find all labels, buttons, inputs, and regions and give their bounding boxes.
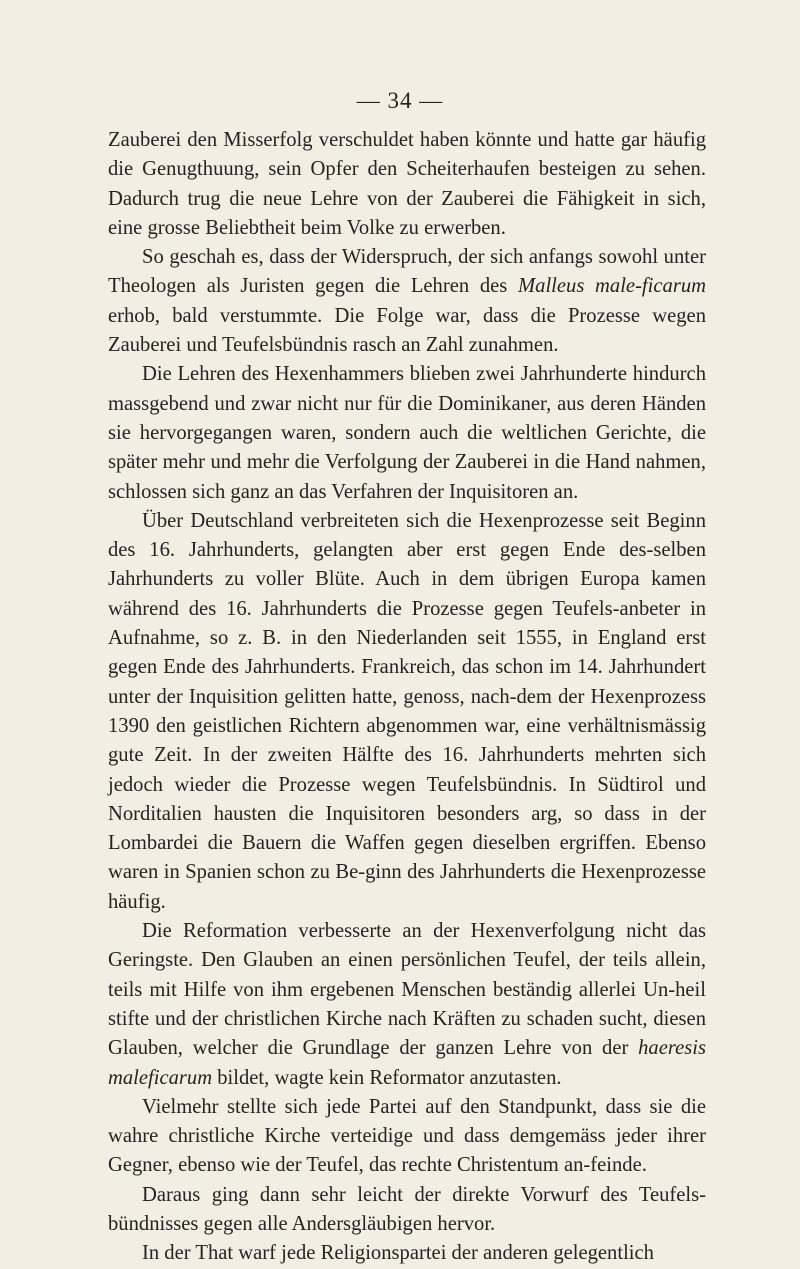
text-run: Die Reformation verbesserte an der Hexenverfolgung nicht das Geringste. Den Glauben an einen persönlichen Teufel, der teils allein, teils mit Hilfe von ihm ergebenen Menschen beständig allerlei Un-heil stifte und der christlichen Kirche nach Kräften zu schaden sucht, diesen Glauben, welcher die Grundlage der ganzen Lehre von der bbox=[108, 920, 706, 1060]
italic-title-malleus: Malleus male-ficarum bbox=[518, 275, 706, 298]
paragraph-continuation bbox=[108, 126, 706, 243]
text-run: Daraus ging dann sehr leicht der direkte Vorwurf des Teufels-bündnisses gegen alle Andersgläubigen hervor. bbox=[108, 1183, 706, 1235]
paragraph-malleus bbox=[108, 243, 706, 360]
text-run: In der That warf jede Religionspartei der anderen gelegentlich bbox=[142, 1242, 654, 1265]
body-text bbox=[108, 126, 706, 1269]
paragraph-europe bbox=[108, 507, 706, 917]
text-run: Zauberei den Misserfolg verschuldet haben könnte und hatte gar häufig die Genugthuung, sein Opfer den Scheiterhaufen besteigen zu sehen. Dadurch trug die neue Lehre von der Zauberei die Fähigkeit in sich, eine grosse Beliebtheit beim Volke zu erwerben. bbox=[108, 129, 706, 239]
paragraph-final bbox=[108, 1239, 706, 1268]
text-run: So geschah es, dass der Widerspruch, der sich anfangs sowohl unter Theologen als Juristen gegen die Lehren des bbox=[108, 246, 706, 298]
paragraph-parties bbox=[108, 1093, 706, 1181]
text-run: Die Lehren des Hexenhammers blieben zwei Jahrhunderte hindurch massgebend und zwar nicht nur für die Dominikaner, aus deren Händen sie hervorgegangen waren, sondern auch die weltlichen Gerichte, die später mehr und mehr die Verfolgung der Zauberei in die Hand nahmen, schlossen sich ganz an das Verfahren der Inquisitoren an. bbox=[108, 363, 706, 503]
paragraph-reformation bbox=[108, 917, 706, 1093]
text-run: Über Deutschland verbreiteten sich die Hexenprozesse seit Beginn des 16. Jahrhunderts, gelangten aber erst gegen Ende des-selben Jahrhunderts zu voller Blüte. Auch in dem übrigen Europa kamen während des 16. Jahrhunderts die Prozesse gegen Teufels-anbeter in Aufnahme, so z. B. in den Niederlanden seit 1555, in England erst gegen Ende des Jahrhunderts. Frankreich, das schon im 14. Jahrhundert unter der Inquisition gelitten hatte, genoss, nach-dem der Hexenprozess 1390 den geistlichen Richtern abgenommen war, eine verhältnismässig gute Zeit. In der zweiten Hälfte des 16. Jahrhunderts mehrten sich jedoch wieder die Prozesse wegen Teufelsbündnis. In Südtirol und Norditalien hausten die Inquisitoren besonders arg, so dass in der Lombardei die Bauern die Waffen gegen dieselben ergriffen. Ebenso waren in Spanien schon zu Be-ginn des Jahrhunderts die Hexenprozesse häufig. bbox=[108, 509, 706, 913]
text-run: bildet, wagte kein Reformator anzutasten. bbox=[212, 1066, 562, 1089]
paragraph-accusation bbox=[108, 1181, 706, 1240]
text-run: Vielmehr stellte sich jede Partei auf den Standpunkt, dass sie die wahre christliche Kirche verteidige und dass demgemäss jeder ihrer Gegner, ebenso wie der Teufel, das rechte Christentum an-feinde. bbox=[108, 1095, 706, 1177]
italic-term-haeresis: haeresis maleficarum bbox=[108, 1037, 706, 1089]
page-number: — 34 — bbox=[356, 88, 444, 113]
text-run: erhob, bald verstummte. Die Folge war, dass die Prozesse wegen Zauberei und Teufelsbündnis rasch an Zahl zunahmen. bbox=[108, 304, 706, 357]
paragraph-hexenhammer bbox=[108, 360, 706, 506]
